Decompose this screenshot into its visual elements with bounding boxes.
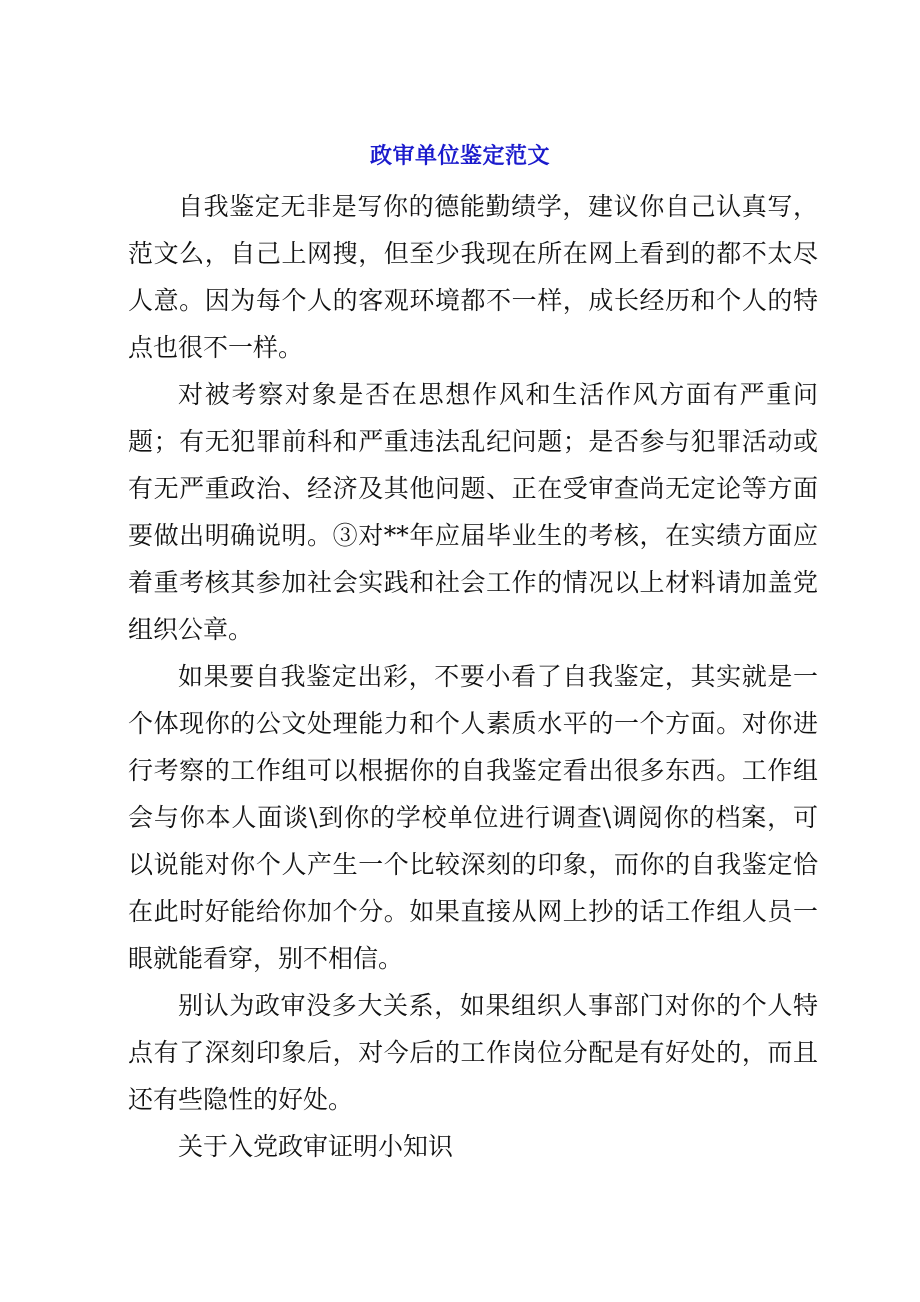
paragraph-3: 如果要自我鉴定出彩，不要小看了自我鉴定，其实就是一个体现你的公文处理能力和个人素质水平的一个方面。对你进行考察的工作组可以根据你的自我鉴定看出很多东西。工作组会与你本人面谈\到你的学校单位进行调查\调阅你的档案，可以说能对你个人产生一个比较深刻的印象，而你的自我鉴定恰在此时好能给你加个分。如果直接从网上抄的话工作组人员一眼就能看穿，别不相信。: [128, 662, 818, 973]
paragraph-2: 对被考察对象是否在思想作风和生活作风方面有严重问题；有无犯罪前科和严重违法乱纪问题；是否参与犯罪活动或有无严重政治、经济及其他问题、正在受审查尚无定论等方面要做出明确说明。③对**年应届毕业生的考核，在实绩方面应着重考核其参加社会实践和社会工作的情况以上材料请加盖党组织公章。: [128, 380, 818, 644]
paragraph-4: 别认为政审没多大关系，如果组织人事部门对你的个人特点有了深刻印象后，对今后的工作岗位分配是有好处的，而且还有些隐性的好处。: [128, 991, 818, 1114]
document-body: [128, 183, 818, 1170]
document-title: 政审单位鉴定范文: [369, 144, 550, 169]
paragraph-5: 关于入党政审证明小知识: [178, 1132, 454, 1161]
paragraph-1: 自我鉴定无非是写你的德能勤绩学，建议你自己认真写，范文么，自己上网搜，但至少我现在所在网上看到的都不太尽人意。因为每个人的客观环境都不一样，成长经历和个人的特点也很不一样。: [128, 192, 818, 362]
